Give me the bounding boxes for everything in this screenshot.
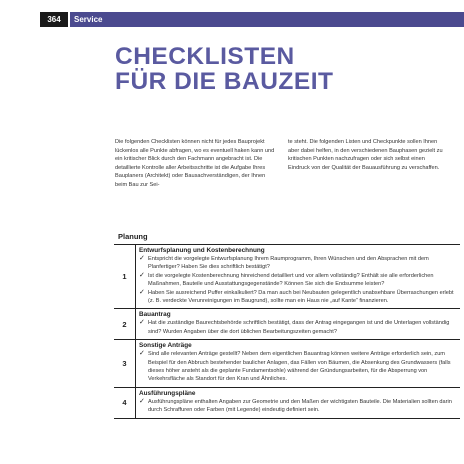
checkmark-icon: ✓ [139,397,145,405]
checklist-item [139,350,456,384]
intro-column-left: Die folgenden Checklisten können nicht für jedes Bauprojekt lückenlos alle Punkte abfragen, wo es eventuell haken kann und ein kritischer Blick durch den Fachmann angebracht ist. Die detaillierte Kontrolle aller Arbeitsschritte ist die Aufgabe Ihres Bauplaners (Architekt) oder Bausachverständigen, der Ihnen beim Bau zur Sei- [115,139,275,188]
checklist-item-text: Ist die vorgelegte Kostenberechnung hinreichend detailliert und vor allem vollständig? Enthält sie alle erforderlichen Maßnahmen, Bauteile und Ausstattungsgegenstände? Können Sie sich die Endsumme leisten? [148,272,434,288]
page-title [115,44,435,94]
checkmark-icon: ✓ [139,255,145,262]
intro-column-right: te steht. Die folgenden Listen und Checkpunkte sollen Ihnen aber dabei helfen, in den verschiedenen Bauphasen gezielt zu kritischen Punkten nachzufragen oder sich selbst einen Eindruck von der Qualität der Bauausführung zu verschaffen. [288,139,443,171]
row-content [136,388,460,418]
checkmark-icon: ✓ [139,271,145,279]
checklist-item [139,319,456,336]
checkmark-icon: ✓ [139,350,145,358]
table-heading: Planung [114,230,460,245]
checklist-item [139,255,456,272]
table-row [114,245,460,309]
checklist-item [139,289,456,306]
row-number: 1 [114,245,136,308]
checklist-item-text: Ausführungspläne enthalten Angaben zur Geometrie und den Maßen der wichtigsten Bauteile. Die Materialien sollten darin durch Schraffuren oder Farben (mit Legende) eindeutig definiert sein. [148,398,452,414]
row-content [136,245,460,308]
row-title: Bauantrag [139,311,171,319]
checklist-item [139,398,456,415]
checklist-table [114,230,460,419]
checklist-item-text: Haben Sie ausreichend Puffer einkalkuliert? Da man auch bei Neubauten gelegentlich unabsehbare Überraschungen erlebt (z. B. verdeckte Verunreinigungen im Baugrund), sollte man ein Haus nie „auf Kante“ finanzieren. [148,289,454,305]
table-row [114,340,460,388]
row-number: 4 [114,388,136,418]
row-title: Ausführungspläne [139,389,196,397]
section-label: Service [70,12,464,27]
checkmark-icon: ✓ [139,319,145,327]
checklist-item-text: Hat die zuständige Baurechtsbehörde schriftlich bestätigt, dass der Antrag eingegangen ist und die Unterlagen vollständig sind? Wurden Angaben über die dort üblichen Bearbeitungszeiten gemacht? [148,320,450,335]
checklist-item [139,272,456,289]
row-content [136,309,460,339]
row-number: 3 [114,340,136,387]
row-content [136,340,460,387]
table-row [114,388,460,419]
page-number: 364 [40,12,68,27]
row-number: 2 [114,309,136,339]
row-title: Sonstige Anträge [139,342,192,350]
checklist-item-text: Sind alle relevanten Anträge gestellt? Neben dem eigentlichen Bauantrag können weitere Anträge erforderlich sein, zum Beispiel für den Abbruch bestehender baulicher Anlagen, das Fällen von Bäumen, die Absenkung des Grundwassers (falls dieses höher ansteht als die geplante Fundamentsohle) während der Gründungsarbeiten, für die Absperrung von Verkehrsfläche als Standort für den Kran und Ähnliches. [148,351,451,383]
checkmark-icon: ✓ [139,288,145,296]
title-line-1: CHECKLISTEN [115,43,295,70]
table-row [114,309,460,340]
checklist-item-text: Entspricht die vorgelegte Entwurfsplanung Ihrem Raumprogramm, Ihren Wünschen und den Absprachen mit dem Planfertiger? Haben Sie dies schriftlich bestätigt? [148,256,429,271]
page-header [0,0,464,27]
title-line-2: FÜR DIE BAUZEIT [115,68,334,95]
row-title: Entwurfsplanung und Kostenberechnung [139,247,265,254]
